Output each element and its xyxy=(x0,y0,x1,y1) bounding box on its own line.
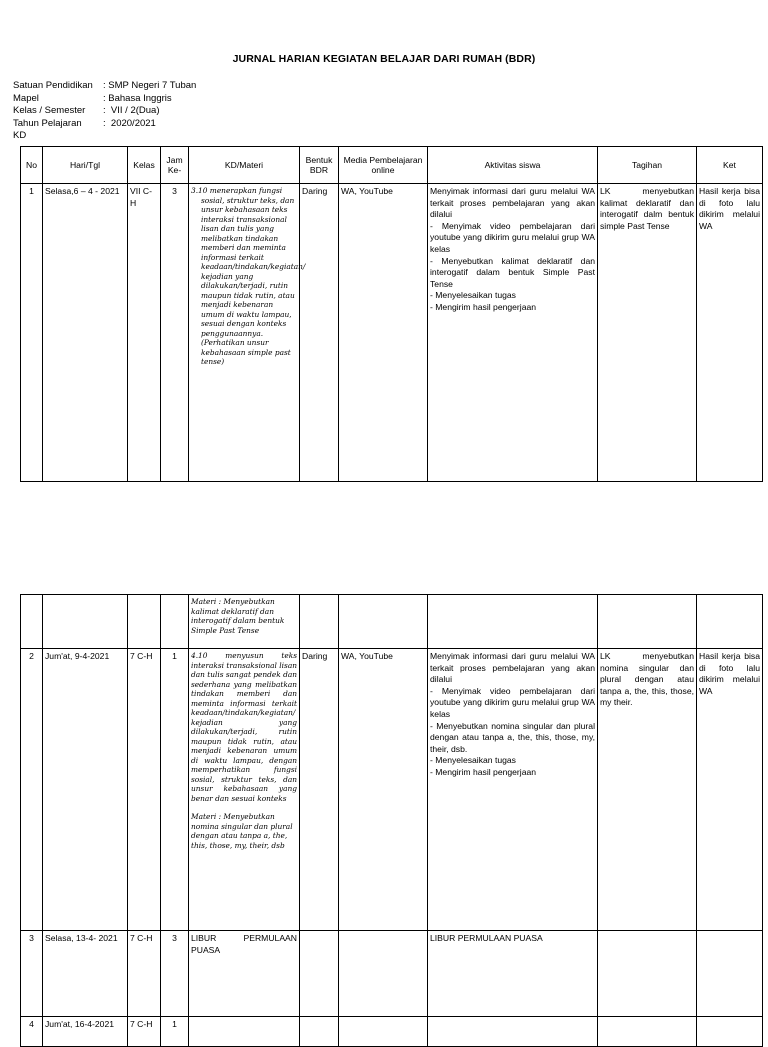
table-row xyxy=(21,649,763,931)
cell-media xyxy=(339,595,428,649)
aktivitas-line: - Mengirim hasil pengerjaan xyxy=(430,301,537,312)
cell-bentuk xyxy=(300,595,339,649)
aktivitas-line: Menyimak informasi dari guru melalui WA terkait proses pembelajaran yang akan dilalui xyxy=(430,651,595,685)
cell-no: 3 xyxy=(21,931,43,1017)
cell-date: Jum'at, 16-4-2021 xyxy=(43,1017,128,1047)
cell-tagihan: LK menyebutkan kalimat deklaratif dan interogatif dalm bentuk simple Past Tense xyxy=(598,184,697,482)
cell-bentuk: Daring xyxy=(300,184,339,482)
aktivitas-line: - Menyebutkan kalimat deklaratif dan interogatif dalam bentuk Simple Past Tense xyxy=(430,255,595,289)
meta-label: KD xyxy=(13,130,27,141)
aktivitas-line: Menyimak informasi dari guru melalui WA terkait proses pembelajaran yang akan dilalui xyxy=(430,186,595,220)
cell-jam: 3 xyxy=(161,931,189,1017)
table-row xyxy=(21,184,763,482)
cell-aktivitas xyxy=(428,1017,598,1047)
cell-kd xyxy=(189,595,300,649)
column-header: Jam Ke- xyxy=(161,147,189,184)
cell-kelas: 7 C-H xyxy=(128,649,161,931)
column-header: Aktivitas siswa xyxy=(428,147,598,184)
cell-kd: LIBUR PERMULAAN PUASA xyxy=(189,931,300,1017)
cell-no: 1 xyxy=(21,184,43,482)
cell-jam xyxy=(161,595,189,649)
materi-text: Materi : Menyebutkan nomina singular dan plural dengan atau tanpa a, the, this, those, my, their, dsb xyxy=(191,812,293,850)
cell-aktivitas xyxy=(428,595,598,649)
cell-jam: 1 xyxy=(161,1017,189,1047)
cell-date: Selasa,6 – 4 - 2021 xyxy=(43,184,128,482)
aktivitas-line: - Menyimak video pembelajaran dari youtube yang dikirim guru melalui grup WA kelas xyxy=(430,220,595,254)
cell-kd xyxy=(189,649,300,931)
table-row xyxy=(21,931,763,1017)
cell-date: Jum'at, 9-4-2021 xyxy=(43,649,128,931)
aktivitas-line: - Menyimak video pembelajaran dari youtube yang dikirim guru melalui grup WA kelas xyxy=(430,685,595,719)
cell-no xyxy=(21,595,43,649)
cell-tagihan: LK menyebutkan nomina singular dan plural dengan atau tanpa a, the, this, those, my their. xyxy=(598,649,697,931)
aktivitas-line: - Mengirim hasil pengerjaan xyxy=(430,766,537,777)
column-header: Media Pembelajaran online xyxy=(339,147,428,184)
table-header-row xyxy=(21,147,763,184)
page-title: JURNAL HARIAN KEGIATAN BELAJAR DARI RUMAH (BDR) xyxy=(232,53,536,65)
cell-ket: Hasil kerja bisa di foto lalu dikirim melalui WA xyxy=(697,649,763,931)
meta-label: Tahun Pelajaran xyxy=(13,117,82,129)
cell-ket xyxy=(697,595,763,649)
meta-label: Mapel xyxy=(13,92,39,104)
aktivitas-line: - Menyelesaikan tugas xyxy=(430,755,516,766)
cell-kd xyxy=(189,184,306,482)
cell-kd xyxy=(189,1017,300,1047)
cell-kelas: 7 C-H xyxy=(128,931,161,1017)
cell-aktivitas xyxy=(428,649,598,931)
kd-text: 3.10 menerapkan fungsi sosial, struktur teks, dan unsur kebahasaan teks interaksi transaksional lisan dan tulis yang melibatkan tindakan memberi dan meminta informasi terkait keadaan/tindakan/kegiatan/ kejadian yang dilakukan/terjadi, rutin maupun tidak rutin, atau menjadi kebenaran umum di waktu lampau, sesuai dengan konteks penggunaannya. (Perhatikan unsur kebahasaan simple past tense) xyxy=(191,186,306,366)
journal-table xyxy=(20,146,763,482)
meta-value: : SMP Negeri 7 Tuban xyxy=(103,80,197,91)
meta-row-mapel xyxy=(13,93,196,106)
column-header: Tagihan xyxy=(598,147,697,184)
table-row xyxy=(21,595,763,649)
cell-date: Selasa, 13-4- 2021 xyxy=(43,931,128,1017)
kd-text: 4.10 menyusun teks interaksi transaksional lisan dan tulis sangat pendek dan sederhana yang melibatkan tindakan memberi dan meminta informasi terkait keadaan/tindakan/kegiatan/ kejadian yang dilakukan/terjadi, rutin maupun tidak rutin, atau menjadi kebenaran umum di waktu lampau, dengan memperhatikan fungsi sosial, struktur teks, dan unsur kebahasaan yang benar dan sesuai konteks xyxy=(191,651,297,803)
aktivitas-line: - Menyebutkan nomina singular dan plural dengan atau tanpa a, the, this, those, my, their, dsb. xyxy=(430,720,595,754)
meta-row-tahun xyxy=(13,118,196,131)
cell-bentuk xyxy=(300,1017,339,1047)
column-header: Ket xyxy=(697,147,763,184)
cell-jam: 1 xyxy=(161,649,189,931)
cell-media xyxy=(339,1017,428,1047)
meta-row-satuan xyxy=(13,80,196,93)
meta-value: : Bahasa Inggris xyxy=(103,92,172,104)
cell-kelas: VII C-H xyxy=(128,184,161,482)
meta-row-kelas xyxy=(13,105,196,118)
cell-tagihan xyxy=(598,931,697,1017)
meta-label: Satuan Pendidikan xyxy=(13,80,93,91)
cell-media: WA, YouTube xyxy=(339,184,428,482)
cell-bentuk: Daring xyxy=(300,649,339,931)
kd-text: Materi : Menyebutkan kalimat deklaratif dan interogatif dalam bentuk Simple Past Tense xyxy=(191,597,285,635)
cell-kelas xyxy=(128,595,161,649)
cell-kelas: 7 C-H xyxy=(128,1017,161,1047)
column-header: Kelas xyxy=(128,147,161,184)
table-row xyxy=(21,1017,763,1047)
document-meta xyxy=(13,80,196,143)
cell-ket xyxy=(697,931,763,1017)
cell-no: 4 xyxy=(21,1017,43,1047)
meta-row-kd xyxy=(13,130,196,143)
cell-jam: 3 xyxy=(161,184,189,482)
cell-date xyxy=(43,595,128,649)
column-header: Hari/Tgl xyxy=(43,147,128,184)
journal-table-continued xyxy=(20,594,763,1047)
column-header: KD/Materi xyxy=(189,147,300,184)
cell-ket: Hasil kerja bisa di foto lalu dikirim melalui WA xyxy=(697,184,763,482)
column-header: Bentuk BDR xyxy=(300,147,339,184)
cell-media xyxy=(339,931,428,1017)
aktivitas-line: - Menyelesaikan tugas xyxy=(430,290,516,301)
meta-value: : 2020/2021 xyxy=(103,117,156,129)
cell-bentuk xyxy=(300,931,339,1017)
meta-label: Kelas / Semester xyxy=(13,105,86,116)
meta-value: : VII / 2(Dua) xyxy=(103,105,160,116)
cell-tagihan xyxy=(598,595,697,649)
cell-no: 2 xyxy=(21,649,43,931)
cell-ket xyxy=(697,1017,763,1047)
column-header: No xyxy=(21,147,43,184)
cell-aktivitas xyxy=(428,184,598,482)
cell-tagihan xyxy=(598,1017,697,1047)
cell-media: WA, YouTube xyxy=(339,649,428,931)
cell-aktivitas: LIBUR PERMULAAN PUASA xyxy=(428,931,598,1017)
